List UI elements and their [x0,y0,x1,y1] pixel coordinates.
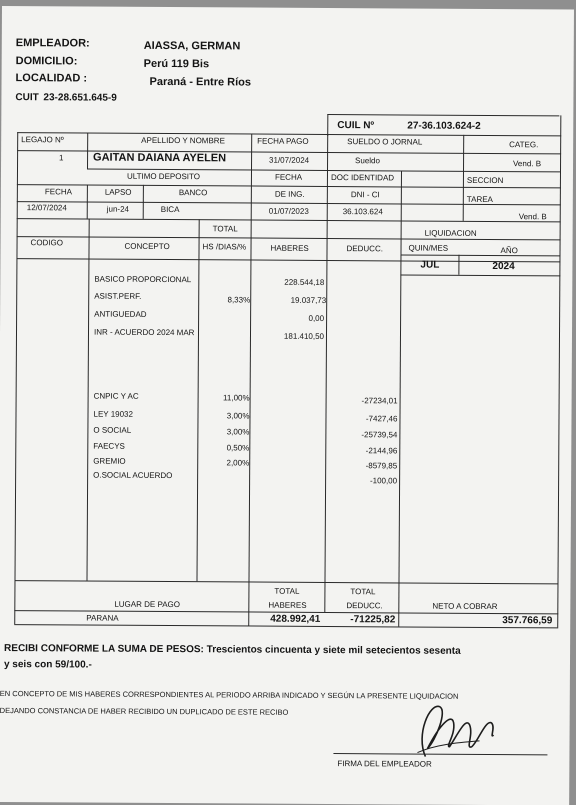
banco-value: BICA [161,206,180,214]
deduccion-value: -27234,01 [330,397,398,405]
lapso-value: jun-24 [107,206,129,214]
fecha-pago-label: FECHA PAGO [257,138,308,146]
doc-value: 36.103.624 [343,208,383,216]
fecha-pago-value: 31/07/2024 [269,157,309,165]
deduccion-row [2,6,574,9]
lugar-pago-value: PARANA [86,615,118,623]
haberes-row [2,6,574,9]
deduccion-hs: 3,00% [199,428,249,436]
fecha-ing-value: 01/07/2023 [269,208,309,216]
domicilio-value: Perú 119 Bis [144,59,210,70]
deduccion-row [2,6,574,9]
total-deducc-value: -71225,82 [350,615,395,625]
haberes-concepto: INR - ACUERDO 2024 MAR [94,329,195,338]
categ-value: Vend. B [513,160,541,168]
col-anio-label: AÑO [500,247,517,255]
deduccion-row [2,6,574,9]
anio-value: 2024 [492,262,514,272]
haberes-row [2,6,574,9]
deduccion-value: -7427,46 [329,415,397,423]
col-concepto-label: CONCEPTO [125,243,170,251]
nombre-value: GAITAN DAIANA AYELEN [93,153,226,165]
fecha-ing-label-1: FECHA [275,174,302,182]
cuil-value: 27-36.103.624-2 [407,121,480,131]
fecha-dep-value: 12/07/2024 [27,204,67,212]
cuit-value: 23-28.651.645-9 [43,93,116,103]
legajo-label: LEGAJO Nº [21,136,64,144]
deduccion-row [2,6,574,9]
payslip-document [0,6,574,805]
haberes-row [2,6,574,9]
deduccion-concepto: CNPIC Y AC [94,393,139,401]
haberes-concepto: ASIST.PERF. [94,293,141,301]
mes-value: JUL [420,261,439,271]
neto-value: 357.766,59 [502,616,552,626]
deduccion-hs: 11,00% [200,394,250,402]
total-haberes-label-2: HABERES [268,602,306,610]
domicilio-label: DOMICILIO: [16,56,78,67]
deduccion-concepto: O SOCIAL [93,427,131,435]
deduccion-concepto: O.SOCIAL ACUERDO [93,472,172,480]
col-liquidacion-label: LIQUIDACION [425,230,477,238]
neto-label: NETO A COBRAR [432,603,497,611]
doc-label-1: DOC IDENTIDAD [331,174,394,182]
deduccion-value: -2144,96 [329,447,397,455]
seccion-label: SECCION [467,177,504,185]
total-deducc-label-2: DEDUCC. [346,602,383,610]
lugar-pago-label: LUGAR DE PAGO [114,601,180,609]
haberes-value: 228.544,18 [254,279,324,287]
deducciones-list [2,6,574,9]
ultimo-deposito-label: ULTIMO DEPOSITO [127,173,200,181]
haberes-concepto: ANTIGUEDAD [94,311,147,319]
deduccion-concepto: GREMIO [93,458,126,466]
localidad-label: LOCALIDAD : [16,73,88,84]
deduccion-concepto: FAECYS [93,443,125,451]
firma-label: FIRMA DEL EMPLEADOR [337,760,431,769]
fecha-ing-label-2: DE ING. [275,191,305,199]
nombre-label: APELLIDO Y NOMBRE [141,137,225,146]
col-total-label: TOTAL [213,225,238,233]
haberes-value: 0,00 [254,315,324,323]
deduccion-hs: 3,00% [199,412,249,420]
col-hs-label: HS /DIAS/% [203,243,247,251]
total-deducc-label-1: TOTAL [350,588,375,596]
deduccion-row [2,6,574,9]
deduccion-value: -25739,54 [329,431,397,439]
haberes-concepto: BASICO PROPORCIONAL [94,276,191,285]
concepto-line-1: EN CONCEPTO DE MIS HABERES CORRESPONDIENTES AL PERIODO ARRIBA INDICADO Y SEGÚN LA PRESENTE LIQUIDACION [0,690,458,700]
col-deducc-label: DEDUCC. [346,245,383,253]
fecha-label: FECHA [45,188,72,196]
sueldo-label: SUELDO O JORNAL [347,138,422,146]
recibi-line-2: y seis con 59/100.- [4,660,92,671]
doc-label-2: DNI - CI [351,191,380,199]
tarea-value: Vend. B [519,213,547,221]
deduccion-value: -100,00 [329,477,397,485]
lapso-label: LAPSO [105,189,132,197]
deduccion-concepto: LEY 19032 [93,411,133,419]
sueldo-value: Sueldo [355,157,380,165]
legajo-value: 1 [59,154,64,162]
cuit-label: CUIT [15,93,38,103]
col-quincena-label: QUIN/MES [409,244,449,252]
total-haberes-label-1: TOTAL [274,588,299,596]
haberes-value: 19.037,73 [254,297,326,305]
deduccion-hs: 0,50% [199,444,249,452]
empleador-label: EMPLEADOR: [16,38,90,49]
deduccion-row [2,6,574,9]
col-haberes-label: HABERES [270,245,308,253]
localidad-value: Paraná - Entre Ríos [150,77,252,89]
haberes-row [2,6,574,9]
total-haberes-value: 428.992,41 [270,615,320,625]
empleador-value: AIASSA, GERMAN [144,41,241,53]
categ-label: CATEG. [509,141,538,149]
cuil-label: CUIL Nº [337,121,374,131]
banco-label: BANCO [179,189,208,197]
haberes-hs: 8,33% [200,296,250,304]
tarea-label: TAREA [467,196,493,204]
deduccion-value: -8579,85 [329,462,397,470]
haberes-value: 181.410,50 [254,333,324,341]
concepto-line-2: DEJANDO CONSTANCIA DE HABER RECIBIDO UN DUPLICADO DE ESTE RECIBO [0,707,288,716]
recibi-line-1: RECIBI CONFORME LA SUMA DE PESOS: Trescientos cincuenta y siete mil setecientos sesenta [4,644,461,657]
haberes-list [2,6,574,9]
deduccion-hs: 2,00% [199,459,249,467]
col-codigo-label: CODIGO [31,239,64,247]
